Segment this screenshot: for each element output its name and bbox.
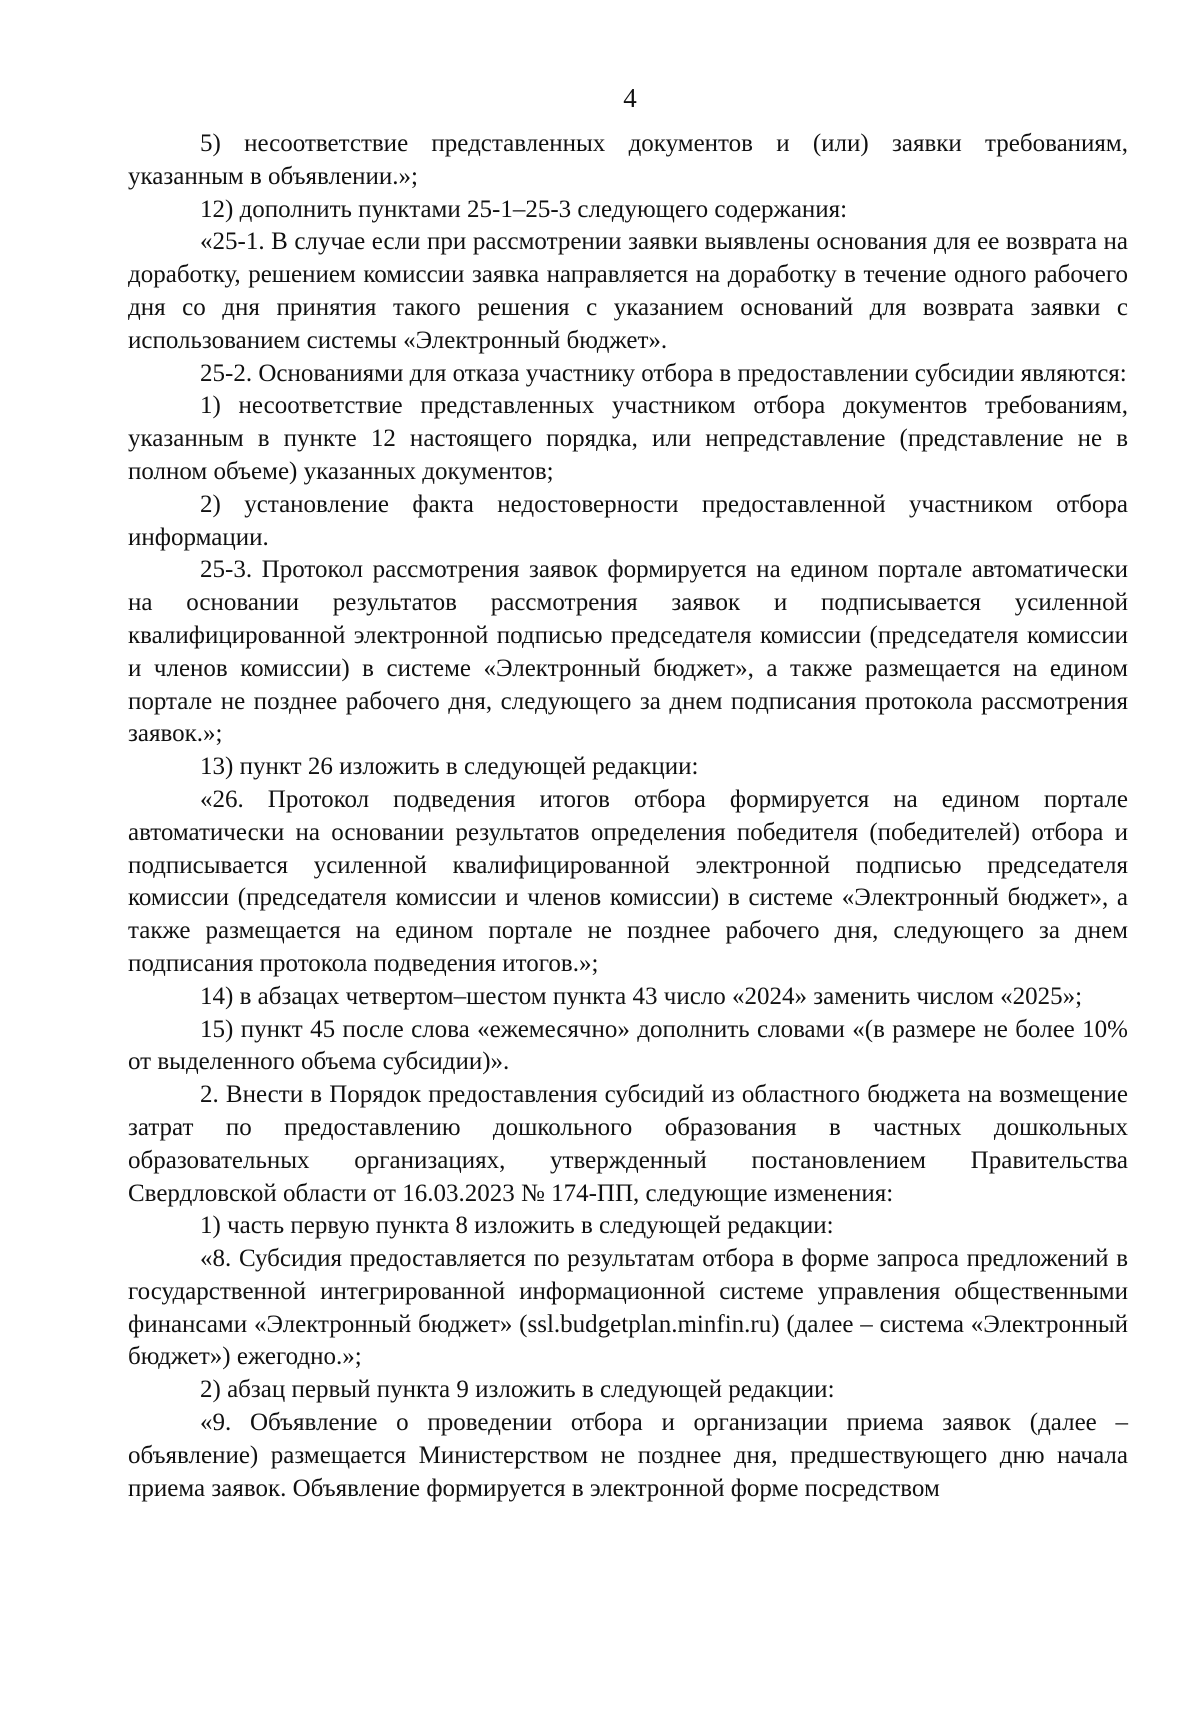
paragraph: 2. Внести в Порядок предоставления субсидий из областного бюджета на возмещение затрат по предоставлению дошкольного образования в частных дошкольных образовательных организациях, утвержденный постановлением Правительства Свердловской области от 16.03.2023 № 174-ПП, следующие изменения: [128, 1081, 1128, 1207]
paragraph: 15) пункт 45 после слова «ежемесячно» дополнить словами «(в размере не более 10% от выделенного объема субсидии)». [128, 1015, 1128, 1076]
page-number: 4 [623, 83, 637, 113]
paragraph: 5) несоответствие представленных документов и (или) заявки требованиям, указанным в объявлении.»; [128, 130, 1128, 190]
paragraph: 1) несоответствие представленных участником отбора документов требованиям, указанным в пункте 12 настоящего порядка, или непредставление (представление не в полном объеме) указанных документов; [128, 392, 1128, 485]
paragraph: 13) пункт 26 изложить в следующей редакции: [200, 753, 699, 781]
paragraph: 25-3. Протокол рассмотрения заявок формируется на едином портале автоматически на основании результатов рассмотрения заявок и подписывается усиленной квалифицированной электронной подписью председателя комиссии (председателя комиссии и членов комиссии) в системе «Электронный бюджет», а также размещается на едином портале не позднее рабочего дня, следующего за днем подписания протокола рассмотрения заявок.»; [128, 556, 1128, 748]
paragraph: «26. Протокол подведения итогов отбора формируется на едином портале автоматически на основании результатов определения победителя (победителей) отбора и подписывается усиленной квалифицированной электронной подписью председателя комиссии (председателя комиссии и членов комиссии) в системе «Электронный бюджет», а также размещается на едином портале не позднее рабочего дня, следующего за днем подписания протокола подведения итогов.»; [128, 785, 1128, 977]
paragraph: 2) установление факта недостоверности предоставленной участником отбора информации. [128, 490, 1128, 551]
paragraph: «9. Объявление о проведении отбора и организации приема заявок (далее – объявление) размещается Министерством не позднее дня, предшествующего дню начала приема заявок. Объявление формируется в электронной форме посредством [128, 1409, 1128, 1502]
document-body [128, 128, 1128, 1505]
paragraph: 1) часть первую пункта 8 изложить в следующей редакции: [200, 1212, 834, 1240]
paragraph: 14) в абзацах четвертом–шестом пункта 43 число «2024» заменить числом «2025»; [200, 982, 1083, 1010]
paragraph: 25-2. Основаниями для отказа участнику отбора в предоставлении субсидии являются: [200, 359, 1127, 387]
paragraph: 12) дополнить пунктами 25-1–25-3 следующего содержания: [200, 195, 848, 223]
paragraph: «8. Субсидия предоставляется по результатам отбора в форме запроса предложений в государственной интегрированной информационной системе управления общественными финансами «Электронный бюджет» (ssl.budgetplan.minfin.ru) (далее – система «Электронный бюджет») ежегодно.»; [128, 1245, 1128, 1371]
paragraph: 2) абзац первый пункта 9 изложить в следующей редакции: [200, 1376, 835, 1404]
paragraph: «25-1. В случае если при рассмотрении заявки выявлены основания для ее возврата на доработку, решением комиссии заявка направляется на доработку в течение одного рабочего дня со дня принятия такого решения с указанием оснований для возврата заявки с использованием системы «Электронный бюджет». [128, 228, 1128, 354]
